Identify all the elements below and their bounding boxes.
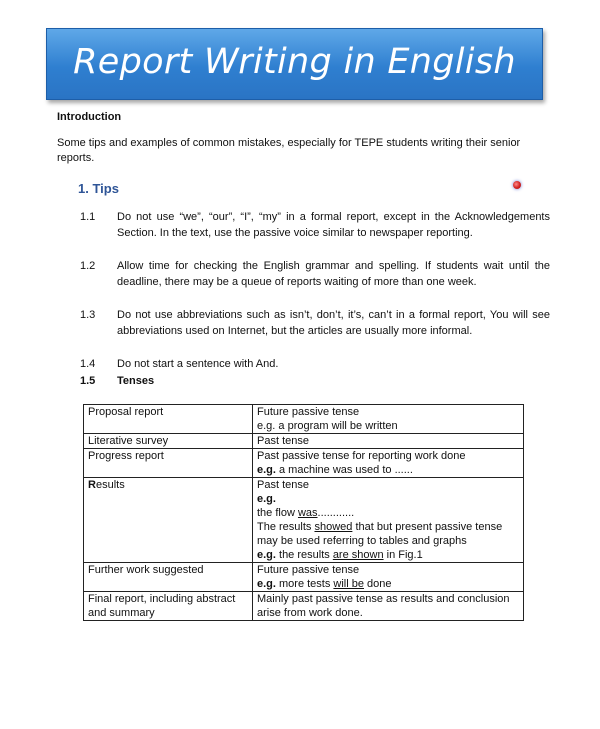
report-type-cell: Progress report [84, 449, 253, 478]
label-rest: esults [95, 479, 125, 491]
table-row [84, 592, 524, 621]
example-body: the flow [257, 507, 298, 519]
example-body: The results [257, 521, 315, 533]
report-type-cell: Literative survey [84, 434, 253, 449]
tip-number: 1.4 [80, 358, 96, 370]
tip-text: Do not start a sentence with And. [117, 358, 279, 370]
table-row [84, 563, 524, 592]
table-row [84, 449, 524, 478]
example-body: done [364, 578, 392, 590]
tense-text: Past tense [257, 479, 309, 491]
label-initial: R [88, 479, 96, 491]
tenses-table [83, 404, 524, 621]
eg-label: e.g. [257, 493, 276, 505]
tense-text: Future passive tense [257, 564, 360, 576]
tip-number: 1.5 [80, 375, 96, 387]
example-body: a machine was used to ...... [275, 464, 413, 476]
table-row [84, 405, 524, 434]
tip-text: Do not use abbreviations such as isn’t, don’t, it’s, can’t in a formal report, You will see abbreviations used on Internet, but the articles are usually more informal. [117, 309, 550, 337]
example-text [257, 577, 519, 591]
tense-cell [253, 405, 524, 434]
tip-number: 1.3 [80, 309, 96, 321]
eg-label: e.g. [257, 549, 276, 561]
tense-cell: Past tense [253, 434, 524, 449]
table-row [84, 478, 524, 563]
report-type-cell [84, 478, 253, 563]
tense-cell [253, 449, 524, 478]
example-text [257, 506, 519, 520]
tip-text: Tenses [117, 375, 155, 387]
underlined-word: will be [333, 578, 364, 590]
example-text: e.g. a program will be written [257, 420, 398, 432]
explanation-text [257, 520, 519, 548]
report-type-cell: Further work suggested [84, 563, 253, 592]
tense-cell [253, 478, 524, 563]
intro-paragraph: Some tips and examples of common mistakes, especially for TEPE students writing their senior reports. [57, 137, 521, 164]
red-dot-icon [513, 181, 521, 189]
report-type-cell: Proposal report [84, 405, 253, 434]
intro-heading: Introduction [57, 111, 122, 123]
underlined-word: are shown [332, 549, 384, 561]
tip-text: Allow time for checking the English grammar and spelling. If students wait until the deadline, there may be a queue of reports waiting of more than one week. [117, 260, 550, 288]
tip-item [80, 258, 550, 306]
table-row [84, 434, 524, 449]
tip-number: 1.1 [80, 211, 96, 223]
tip-item [80, 373, 550, 389]
example-body: in Fig.1 [383, 549, 423, 561]
underlined-word: showed [314, 521, 353, 533]
tense-text: Past passive tense for reporting work done [257, 450, 466, 462]
example-body: that but present passive tense may be used referring to tables and graphs [257, 521, 503, 547]
tip-number: 1.2 [80, 260, 96, 272]
example-body: the results [275, 549, 333, 561]
eg-label: e.g. [257, 464, 276, 476]
document-title: Report Writing in English [73, 42, 516, 82]
tip-text: Do not use “we”, “our”, “I”, “my” in a formal report, except in the Acknowledgements Section. In the text, use the passive voice similar to newspaper reporting. [117, 211, 550, 239]
example-text [257, 463, 519, 477]
tense-text: Future passive tense [257, 406, 360, 418]
eg-label: e.g. [257, 578, 276, 590]
tense-cell [253, 563, 524, 592]
report-type-cell: Final report, including abstract and summary [84, 592, 253, 621]
tip-item [80, 307, 550, 355]
example-body: ............ [317, 507, 355, 519]
tip-item [80, 356, 550, 372]
underlined-word: was [297, 507, 318, 519]
example-text [257, 548, 519, 562]
tense-cell: Mainly past passive tense as results and conclusion arise from work done. [253, 592, 524, 621]
tip-item [80, 209, 550, 257]
title-banner [46, 28, 543, 100]
example-body: more tests [275, 578, 334, 590]
section-heading-tips: 1. Tips [78, 181, 119, 196]
